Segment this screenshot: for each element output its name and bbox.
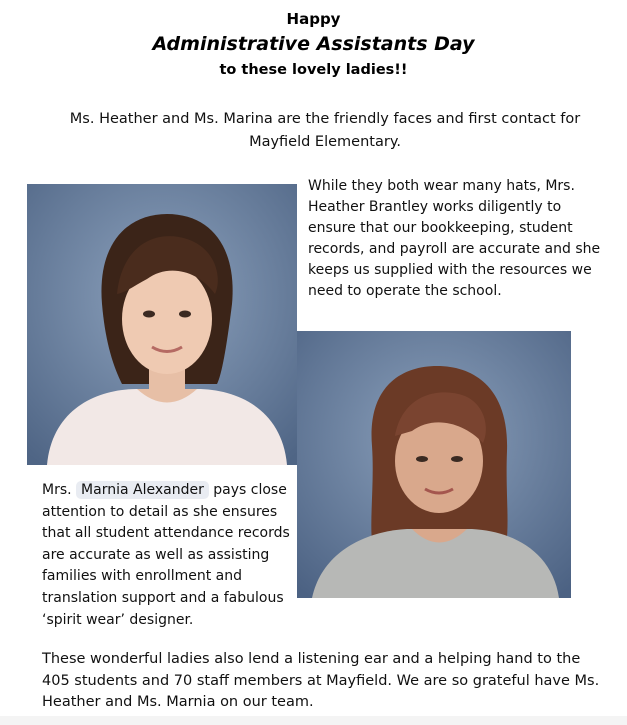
header-subtitle: to these lovely ladies!! — [219, 62, 408, 78]
marina-prefix: Mrs. — [42, 482, 77, 498]
intro-paragraph: Ms. Heather and Ms. Marina are the friendly faces and first contact for Mayfield Elementary. — [69, 111, 581, 150]
photo-heather — [27, 184, 297, 465]
marina-name-chip[interactable]: Marnia Alexander — [76, 481, 209, 499]
heather-paragraph: While they both wear many hats, Mrs. Heather Brantley works diligently to ensure that our bookkeeping, student records, and payroll are accurate and she keeps us supplied with the resources we need to operate the school. — [308, 178, 601, 299]
header-happy: Happy — [286, 10, 341, 28]
photo-marina — [297, 331, 571, 598]
marina-paragraph — [42, 480, 297, 631]
bottom-strip — [0, 716, 627, 725]
closing-paragraph: These wonderful ladies also lend a listening ear and a helping hand to the 405 students and 70 staff members at Mayfield. We are so grateful have Ms. Heather and Ms. Marnia on our team. — [42, 651, 600, 710]
header-title: Administrative Assistants Day — [152, 33, 475, 55]
marina-text: pays close attention to detail as she ensures that all student attendance records are accurate as well as assisting families with enrollment and translation support and a fabulous ‘spirit wear’ designer. — [42, 482, 290, 628]
